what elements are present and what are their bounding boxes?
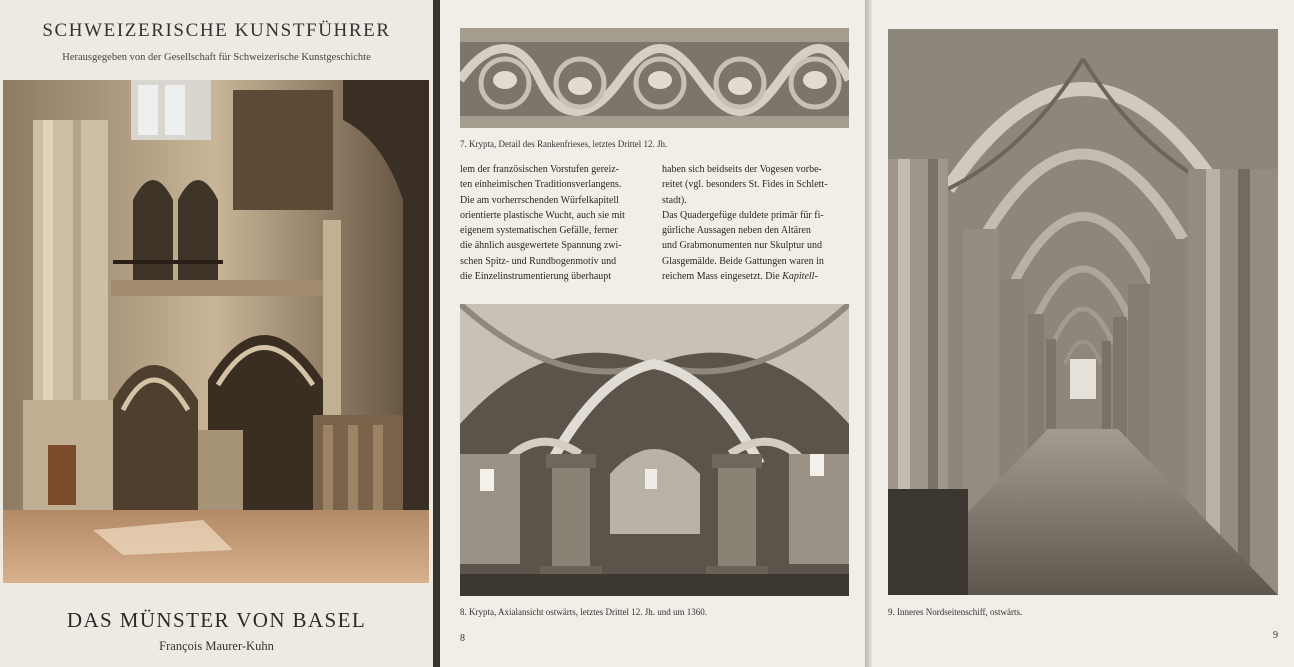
figure-caption-8: 8. Krypta, Axialansicht ostwärts, letztes Drittel 12. Jh. und um 1360. [460,607,707,617]
figure-caption-7: 7. Krypta, Detail des Rankenfrieses, letztes Drittel 12. Jh. [460,139,668,149]
text-line: orientierte plastische Wucht, auch sie mit [460,209,625,221]
frieze-drawing [460,28,849,128]
series-title: SCHWEIZERISCHE KUNSTFÜHRER [42,20,391,41]
text-column-right [662,162,852,284]
text-line: die Einzelinstrumentierung überhaupt [460,271,612,283]
text-line: lem der französischen Vorstufen gereiz- [460,164,620,175]
page-number: 8 [460,633,465,644]
text-line: gürliche Aussagen neben den Altären [662,225,811,237]
booklet-title: DAS MÜNSTER VON BASEL [66,608,367,632]
crypt-drawing [460,304,849,596]
cover-photo-cathedral-interior [3,80,429,583]
photo-north-side-aisle [888,29,1278,595]
booklet-cover [0,0,433,667]
text-line: reitet (vgl. besonders St. Fides in Schlett- [662,179,828,191]
text-line: die ähnlich ausgewertete Spannung zwi- [460,240,622,252]
text-line: Das Quadergefüge duldete primär für fi- [662,209,824,221]
text-column-left [460,162,650,284]
text-run: reichem Mass eingesetzt. Die [662,271,783,283]
page-gutter [865,0,872,667]
text-line [662,269,852,284]
text-line: stadt). [662,194,687,206]
author-name: François Maurer-Kuhn [159,639,274,653]
text-line: eigenem systematischen Gefälle, ferner [460,225,618,237]
publisher-line: Herausgegeben von der Gesellschaft für Schweizerische Kunstgeschichte [62,52,371,63]
figure-caption-9: 9. Inneres Nordseitenschiff, ostwärts. [888,607,1023,617]
text-line: ten einheimischen Traditionsverlangens. [460,179,622,191]
spine-gap [433,0,440,667]
page-9 [872,0,1294,667]
text-line: Glasgemälde. Beide Gattungen waren in [662,255,824,267]
text-line: und Grabmonumenten nur Skulptur und [662,240,822,252]
page-8 [440,0,865,667]
aisle-drawing [888,29,1278,595]
photo-crypt-vine-frieze [460,28,849,128]
photo-crypt-axial-view [460,304,849,596]
text-line: haben sich beidseits der Vogesen vorbe- [662,164,822,175]
text-line: Die am vorherrschenden Würfelkapitell [460,194,619,206]
text-run-italic: Kapitell- [782,271,818,283]
cover-photo-drawing [3,80,429,583]
text-line: schen Spitz- und Rundbogenmotiv und [460,255,617,267]
page-number: 9 [1273,630,1278,641]
